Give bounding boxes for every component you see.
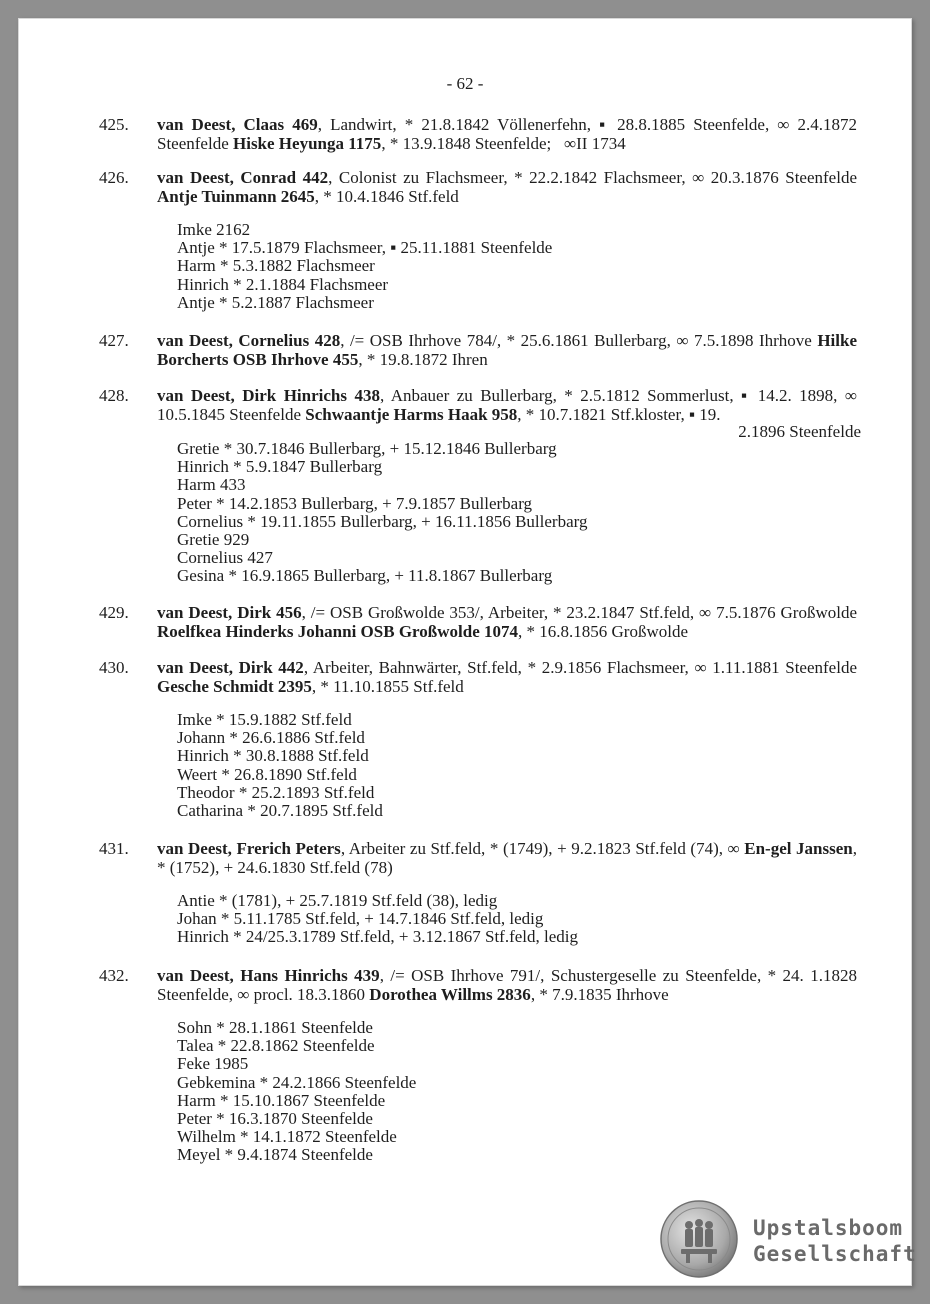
child-line: Imke 2162 [177, 220, 251, 239]
entry-heading: van Deest, Dirk 456, /= OSB Großwolde 353/, Arbeiter, * 23.2.1847 Stf.feld, ∞ 7.5.1876 Großwolde Roelfkea Hinderks Johanni OSB Großwolde 1074, * 16.8.1856 Großwolde [157, 603, 857, 641]
child-line: Johan * 5.11.1785 Stf.feld, + 14.7.1846 Stf.feld, ledig [177, 909, 544, 929]
child-line: Harm * 5.3.1882 Flachsmeer [177, 256, 375, 276]
child-line: Johann * 26.6.1886 Stf.feld [177, 728, 365, 748]
children-list [177, 440, 777, 586]
child-line: Peter * 14.2.1853 Bullerbarg, + 7.9.1857 Bullerbarg [177, 493, 533, 513]
child-line: Imke * 15.9.1882 Stf.feld [177, 710, 352, 729]
child-line: Cornelius 427 [177, 548, 273, 568]
child-line: Meyel * 9.4.1874 Steenfelde [177, 1145, 373, 1165]
children-list [177, 1019, 777, 1165]
child-line: Hinrich * 30.8.1888 Stf.feld [177, 746, 369, 766]
entry-number: 425. [99, 115, 129, 134]
entry-number: 428. [99, 386, 129, 405]
children-list [177, 711, 777, 820]
children-list [177, 221, 777, 312]
entry-number: 427. [99, 331, 129, 350]
child-line: Hinrich * 24/25.3.1789 Stf.feld, + 3.12.1867 Stf.feld, ledig [177, 927, 579, 947]
heading-continuation: 2.1896 Steenfelde [738, 422, 861, 441]
entry-number: 432. [99, 966, 129, 985]
child-line: Gretie * 30.7.1846 Bullerbarg, + 15.12.1846 Bullerbarg [177, 439, 557, 458]
entry-heading: van Deest, Cornelius 428, /= OSB Ihrhove 784/, * 25.6.1861 Bullerbarg, ∞ 7.5.1898 Ihrhove Hilke Borcherts OSB Ihrhove 455, * 19.8.1872 Ihren [157, 331, 857, 369]
child-line: Harm * 15.10.1867 Steenfelde [177, 1090, 386, 1110]
children-list [177, 892, 777, 947]
child-line: Talea * 22.8.1862 Steenfelde [177, 1036, 375, 1056]
child-line: Gesina * 16.9.1865 Bullerbarg, + 11.8.1867 Bullerbarg [177, 566, 553, 586]
child-line: Hinrich * 2.1.1884 Flachsmeer [177, 274, 389, 294]
child-line: Theodor * 25.2.1893 Stf.feld [177, 782, 375, 802]
entry-heading: van Deest, Hans Hinrichs 439, /= OSB Ihrhove 791/, Schustergeselle zu Steenfelde, * 24. 1.1828 Steenfelde, ∞ procl. 18.3.1860 Dorothea Willms 2836, * 7.9.1835 Ihrhove [157, 966, 857, 1004]
entry-heading: van Deest, Frerich Peters, Arbeiter zu Stf.feld, * (1749), + 9.2.1823 Stf.feld (74), ∞ En-gel Janssen, * (1752), + 24.6.1830 Stf.feld (78) [157, 839, 857, 877]
child-line: Sohn * 28.1.1861 Steenfelde [177, 1018, 373, 1037]
entry-heading: van Deest, Conrad 442, Colonist zu Flachsmeer, * 22.2.1842 Flachsmeer, ∞ 20.3.1876 Steenfelde Antje Tuinmann 2645, * 10.4.1846 Stf.feld [157, 168, 857, 206]
child-line: Antie * (1781), + 25.7.1819 Stf.feld (38), ledig [177, 891, 498, 910]
entry-number: 430. [99, 658, 129, 677]
child-line: Gebkemina * 24.2.1866 Steenfelde [177, 1072, 417, 1092]
entry-heading: van Deest, Claas 469, Landwirt, * 21.8.1842 Völlenerfehn, ▪ 28.8.1885 Steenfelde, ∞ 2.4.1872 Steenfelde Hiske Heyunga 1175, * 13.9.1848 Steenfelde; ∞II 1734 [157, 115, 858, 153]
child-line: Weert * 26.8.1890 Stf.feld [177, 764, 357, 784]
entry-heading: van Deest, Dirk Hinrichs 438, Anbauer zu Bullerbarg, * 2.5.1812 Sommerlust, ▪ 14.2. 1898, ∞ 10.5.1845 Steenfelde Schwaantje Harms Haak 958, * 10.7.1821 Stf.kloster, ▪ 19. [157, 386, 858, 424]
logo-text-line2: Gesellschaft [753, 1242, 917, 1266]
child-line: Hinrich * 5.9.1847 Bullerbarg [177, 457, 383, 477]
child-line: Catharina * 20.7.1895 Stf.feld [177, 801, 383, 821]
child-line: Antje * 17.5.1879 Flachsmeer, ▪ 25.11.1881 Steenfelde [177, 238, 553, 258]
entry-number: 429. [99, 603, 129, 622]
page-number: - 62 - [446, 74, 484, 93]
child-line: Cornelius * 19.11.1855 Bullerbarg, + 16.11.1856 Bullerbarg [177, 511, 588, 531]
child-line: Feke 1985 [177, 1054, 249, 1074]
entry-heading: van Deest, Dirk 442, Arbeiter, Bahnwärter, Stf.feld, * 2.9.1856 Flachsmeer, ∞ 1.11.1881 Steenfelde Gesche Schmidt 2395, * 11.10.1855 Stf.feld [157, 658, 857, 696]
entry-number: 426. [99, 168, 129, 187]
child-line: Wilhelm * 14.1.1872 Steenfelde [177, 1127, 397, 1147]
upstalsboom-seal-icon [659, 1199, 739, 1279]
child-line: Peter * 16.3.1870 Steenfelde [177, 1109, 373, 1129]
child-line: Harm 433 [177, 475, 246, 495]
entry-number: 431. [99, 839, 129, 858]
child-line: Gretie 929 [177, 530, 250, 550]
logo-text-line1: Upstalsboom [753, 1216, 904, 1240]
child-line: Antje * 5.2.1887 Flachsmeer [177, 292, 374, 312]
